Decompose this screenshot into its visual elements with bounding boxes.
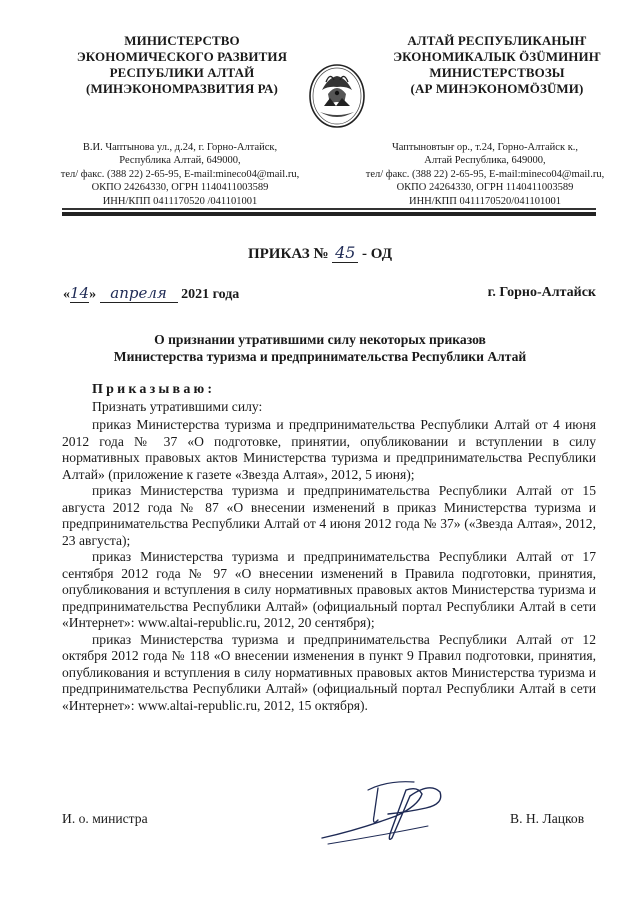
right-address-line: ИНН/КПП 0411170520/041101001 [409, 195, 561, 207]
orders-word: Приказываю: [92, 382, 216, 397]
body-paragraph: приказ Министерства туризма и предпринимательства Республики Алтай от 12 октября 2012 года № 118 «О внесении изменения в пункт 9 Правил подготовки, принятия, опубликования и вступления в силу нормативных правовых актов Министерства туризма и предпринимательства Республики Алтай» (официальный портал Республики Алтай в сети «Интернет»: www.altai-republic.ru, 2012, 15 октября). [62, 631, 596, 713]
left-org-address [40, 141, 320, 208]
heading-line: О признании утратившими силу некоторых приказов [154, 332, 486, 347]
left-address-line: тел/ факс. (388 22) 2-65-95, E-mail:mineco04@mail.ru, [60, 168, 300, 180]
date-open-quote: « [63, 287, 70, 302]
right-address-line: тел/ факс. (388 22) 2-65-95, E-mail:mineco04@mail.ru, [365, 168, 605, 180]
right-address-line: Алтай Республика, 649000, [424, 155, 546, 167]
date-close-quote: » [89, 287, 97, 302]
left-org-name [52, 33, 312, 97]
right-org-line: АЛТАЙ РЕСПУБЛИКАНЫҤ [407, 33, 587, 48]
handwritten-signature [318, 776, 448, 848]
right-org-line: ЭКОНОМИКАЛЫК ÖЗÜМИНИҤ [393, 49, 601, 64]
header-divider [62, 208, 596, 210]
order-body [62, 417, 596, 714]
right-org-line: (АР МИНЭКОНОМÖЗÜМИ) [410, 81, 584, 96]
left-org-line: МИНИСТЕРСТВО [124, 33, 240, 48]
right-org-line: МИНИСТЕРСТВОЗЫ [429, 65, 565, 80]
heading-line: Министерства туризма и предпринимательства Республики Алтай [113, 348, 527, 364]
body-paragraph: приказ Министерства туризма и предпринимательства Республики Алтай от 15 августа 2012 года № 87 «О внесении изменений в приказ Министерства туризма и предпринимательства Республики Алтай от 4 июня 2012 года № 37» («Звезда Алтая», 2012, 23 августа); [62, 483, 596, 548]
header-divider-thick [62, 212, 596, 216]
right-org-address [350, 141, 620, 208]
body-paragraph: приказ Министерства туризма и предпринимательства Республики Алтай от 4 июня 2012 года № 37 «О подготовке, принятии, опубликовании и вступлении в силу нормативных правовых актов Министерства туризма и предпринимательства Республики Алтай» (приложение к газете «Звезда Алтая», 2012, 5 июня); [62, 417, 596, 482]
right-address-line: ОКПО 24264330, ОГРН 1140411003589 [396, 182, 574, 194]
left-address-line: ИНН/КПП 0411170520 /041101001 [102, 195, 258, 207]
order-title [0, 243, 640, 263]
signatory-name: В. Н. Лацков [510, 811, 585, 826]
order-heading [40, 332, 600, 365]
left-address-line: В.И. Чаптынова ул., д.24, г. Горно-Алтайск, [82, 142, 278, 153]
order-city: г. Горно-Алтайск [487, 285, 596, 300]
right-address-line: Чаптыновтыҥ ор., т.24, Горно-Алтайск к., [391, 142, 579, 153]
signatory-position: И. о. министра [62, 811, 148, 826]
date-year: 2021 года [181, 287, 240, 302]
date-month: апреля [100, 284, 178, 303]
order-title-prefix: ПРИКАЗ № [247, 246, 329, 262]
body-paragraph: приказ Министерства туризма и предпринимательства Республики Алтай от 17 сентября 2012 года № 97 «О внесении изменений в Правила подготовки, принятия, опубликования и вступления в силу нормативных правовых актов Министерства туризма и предпринимательства Республики Алтай» (официальный портал Республики Алтай в сети «Интернет»: www.altai-republic.ru, 2012, 20 сентября); [62, 549, 596, 630]
order-number: 45 [332, 243, 358, 263]
left-org-line: РЕСПУБЛИКИ АЛТАЙ [109, 65, 255, 80]
intro-text: Признать утратившими силу: [92, 399, 263, 414]
left-org-line: ЭКОНОМИЧЕСКОГО РАЗВИТИЯ [76, 49, 288, 64]
date-day: 14 [70, 284, 90, 302]
right-org-name [372, 33, 622, 97]
order-date [63, 284, 239, 303]
left-address-line: ОКПО 24264330, ОГРН 1140411003589 [91, 182, 269, 194]
coat-of-arms-emblem [306, 60, 368, 130]
left-org-line: (МИНЭКОНОМРАЗВИТИЯ РА) [86, 81, 278, 96]
left-address-line: Республика Алтай, 649000, [119, 155, 241, 167]
order-title-suffix: - ОД [362, 246, 393, 262]
